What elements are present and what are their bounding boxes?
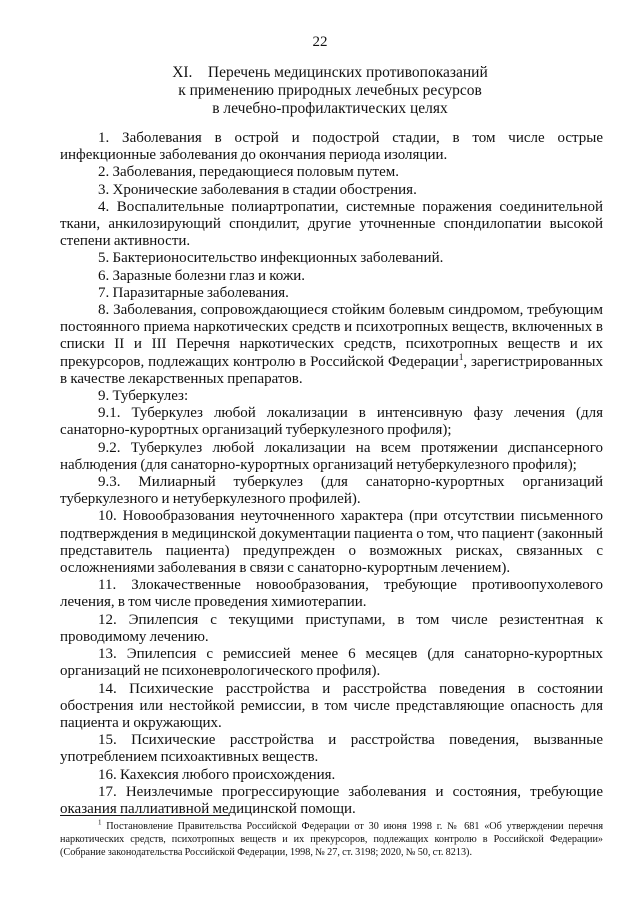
heading-line-2: к применению природных лечебных ресурсов [178,82,482,99]
list-item-14: 14. Психические расстройства и расстройства поведения в состоянии обострения или нестойкой ремиссии, в том числе представляющие опасность для пациента и окружающих. [60,680,603,731]
list-item-8-text: 8. Заболевания, сопровождающиеся стойким болевым синдромом, требующим постоянного приема наркотических средств и психотропных веществ, включенных в списки II и III Перечня наркотических средств, психотропных веществ и их прекурсоров, подлежащих контролю в Российской Федерации [60,302,603,370]
list-item-12: 12. Эпилепсия с текущими приступами, в том числе резистентная к проводимому лечению. [60,611,603,645]
footnote-mark: 1 [98,818,102,827]
page-number: 22 [312,34,328,50]
list-item-17: 17. Неизлечимые прогрессирующие заболевания и состояния, требующие оказания паллиативной медицинской помощи. [60,783,603,817]
list-item-3: 3. Хронические заболевания в стадии обострения. [98,181,417,198]
list-item-9-1: 9.1. Туберкулез любой локализации в интенсивную фазу лечения (для санаторно-курортных организаций туберкулезного профиля); [60,405,603,439]
list-item-1: 1. Заболевания в острой и подострой стадии, в том числе острые инфекционные заболевания до окончания периода изоляции. [60,130,603,164]
footnote-reference[interactable]: 1 [458,351,464,362]
list-item-11: 11. Злокачественные новообразования, требующие противоопухолевого лечения, в том числе проведения химиотерапии. [60,577,603,611]
list-item-6: 6. Заразные болезни глаз и кожи. [98,267,306,284]
list-item-8-tail: , зарегистрированных в качестве лекарственных препаратов. [60,353,603,387]
footnote [60,820,603,859]
list-item-13: 13. Эпилепсия с ремиссией менее 6 месяцев (для санаторно-курортных организаций не психоневрологического профиля). [60,646,603,680]
heading-line-3: в лечебно-профилактических целях [212,100,448,117]
list-item-9: 9. Туберкулез: [98,388,189,405]
list-item-10: 10. Новообразования неуточненного характера (при отсутствии письменного подтверждения в медицинской документации пациента о том, что пациент (законный представитель пациента) предупрежден о возможных рисках, связанных с осложнениями заболевания в связи с санаторно-курортным лечением). [60,508,603,577]
list-item-9-3: 9.3. Милиарный туберкулез (для санаторно-курортных организаций туберкулезного и нетуберкулезного профилей). [60,474,603,508]
list-item-7: 7. Паразитарные заболевания. [98,284,289,301]
heading-line-1: XI. Перечень медицинских противопоказаний [172,64,488,81]
footnote-divider [60,815,230,816]
list-item-9-2: 9.2. Туберкулез любой локализации на всем протяжении диспансерного наблюдения (для санаторно-курортных организаций нетуберкулезного профиля); [60,439,603,473]
section-heading [100,64,560,118]
list-item-15: 15. Психические расстройства и расстройства поведения, вызванные употреблением психоактивных веществ. [60,732,603,766]
list-item-5: 5. Бактерионосительство инфекционных заболеваний. [98,250,444,267]
contraindications-list [60,130,603,818]
list-item-2: 2. Заболевания, передающиеся половым путем. [98,164,400,181]
list-item-8 [60,302,603,388]
footnote-text: Постановление Правительства Российской Федерации от 30 июня 1998 г. № 681 «Об утверждении перечня наркотических средств, психотропных веществ и их прекурсоров, подлежащих контролю в Российской Федерации» (Собрание законодательства Российской Федерации, 1998, № 27, ст. 3198; 2020, № 50, ст. 8213). [60,821,603,858]
list-item-16: 16. Кахексия любого происхождения. [98,766,336,783]
list-item-4: 4. Воспалительные полиартропатии, системные поражения соединительной ткани, анкилозирующий спондилит, другие уточненные спондилопатии высокой степени активности. [60,198,603,250]
